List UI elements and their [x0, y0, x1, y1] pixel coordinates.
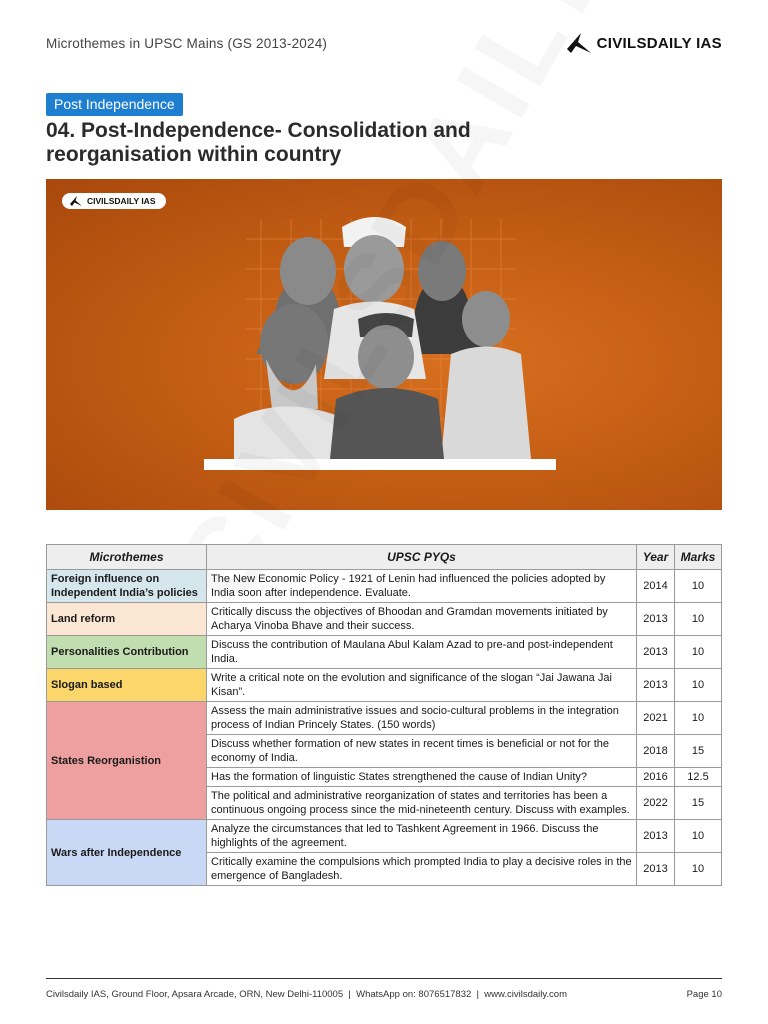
section-tag: Post Independence: [46, 93, 183, 116]
header-marks: Marks: [675, 545, 722, 570]
hero-badge-label: CIVILSDAILY IAS: [87, 196, 156, 206]
table-row: [47, 669, 722, 702]
marks-cell: 15: [675, 735, 722, 768]
marks-cell: 10: [675, 702, 722, 735]
portrait-collage-image: [46, 179, 722, 510]
marks-cell: 10: [675, 820, 722, 853]
marks-cell: 15: [675, 787, 722, 820]
table-row: [47, 702, 722, 735]
arrow-logo-icon: [70, 196, 82, 206]
table-row: [47, 820, 722, 853]
year-cell: 2013: [637, 853, 675, 886]
question-cell: Analyze the circumstances that led to Tashkent Agreement in 1966. Discuss the highlights of the agreement.: [207, 820, 637, 853]
year-cell: 2013: [637, 636, 675, 669]
document-title: Microthemes in UPSC Mains (GS 2013-2024): [46, 36, 328, 51]
table-row: [47, 603, 722, 636]
question-cell: Critically examine the compulsions which prompted India to play a decisive roles in the emergence of Bangladesh.: [207, 853, 637, 886]
table-row: [47, 636, 722, 669]
footer-address: Civilsdaily IAS, Ground Floor, Apsara Arcade, ORN, New Delhi-110005 | WhatsApp on: 8076517832 | www.civilsdaily.com: [46, 989, 567, 1000]
question-cell: Critically discuss the objectives of Bhoodan and Gramdan movements initiated by Acharya Vinoba Bhave and their success.: [207, 603, 637, 636]
year-cell: 2021: [637, 702, 675, 735]
year-cell: 2016: [637, 768, 675, 787]
year-cell: 2013: [637, 669, 675, 702]
page-number: Page 10: [686, 989, 722, 1000]
question-cell: The political and administrative reorganization of states and territories has been a continuous ongoing process since the mid-nineteenth century. Discuss with examples.: [207, 787, 637, 820]
hero-image: [46, 179, 722, 510]
question-cell: Discuss whether formation of new states in recent times is beneficial or not for the economy of India.: [207, 735, 637, 768]
table-row: [47, 570, 722, 603]
question-cell: Assess the main administrative issues and socio-cultural problems in the integration process of Indian Princely States. (150 words): [207, 702, 637, 735]
microtheme-cell: Foreign influence on Independent India’s policies: [47, 570, 207, 603]
table-body: [47, 570, 722, 886]
marks-cell: 10: [675, 570, 722, 603]
header-year: Year: [637, 545, 675, 570]
question-cell: Write a critical note on the evolution and significance of the slogan “Jai Jawana Jai Kisan”.: [207, 669, 637, 702]
footer: [46, 989, 722, 1000]
header-upsc-pyqs: UPSC PYQs: [207, 545, 637, 570]
table-header-row: [47, 545, 722, 570]
microtheme-cell: Slogan based: [47, 669, 207, 702]
year-cell: 2022: [637, 787, 675, 820]
year-cell: 2013: [637, 603, 675, 636]
pyq-table: [46, 544, 722, 886]
footer-divider: [46, 978, 722, 979]
header-microthemes: Microthemes: [47, 545, 207, 570]
microtheme-cell: Land reform: [47, 603, 207, 636]
page-title: 04. Post-Independence- Consolidation and reorganisation within country: [46, 119, 471, 166]
marks-cell: 10: [675, 669, 722, 702]
microtheme-cell: Wars after Independence: [47, 820, 207, 886]
question-cell: The New Economic Policy - 1921 of Lenin had influenced the policies adopted by India soon after independence. Evaluate.: [207, 570, 637, 603]
brand-logo: [567, 33, 722, 53]
year-cell: 2013: [637, 820, 675, 853]
question-cell: Has the formation of linguistic States strengthened the cause of Indian Unity?: [207, 768, 637, 787]
year-cell: 2018: [637, 735, 675, 768]
marks-cell: 10: [675, 853, 722, 886]
arrow-logo-icon: [567, 33, 591, 53]
microtheme-cell: Personalities Contribution: [47, 636, 207, 669]
marks-cell: 10: [675, 603, 722, 636]
question-cell: Discuss the contribution of Maulana Abul Kalam Azad to pre-and post-independent India.: [207, 636, 637, 669]
marks-cell: 12.5: [675, 768, 722, 787]
microtheme-cell: States Reorganistion: [47, 702, 207, 820]
hero-brand-badge: [62, 193, 166, 209]
year-cell: 2014: [637, 570, 675, 603]
marks-cell: 10: [675, 636, 722, 669]
brand-name: CIVILSDAILY IAS: [596, 34, 722, 52]
